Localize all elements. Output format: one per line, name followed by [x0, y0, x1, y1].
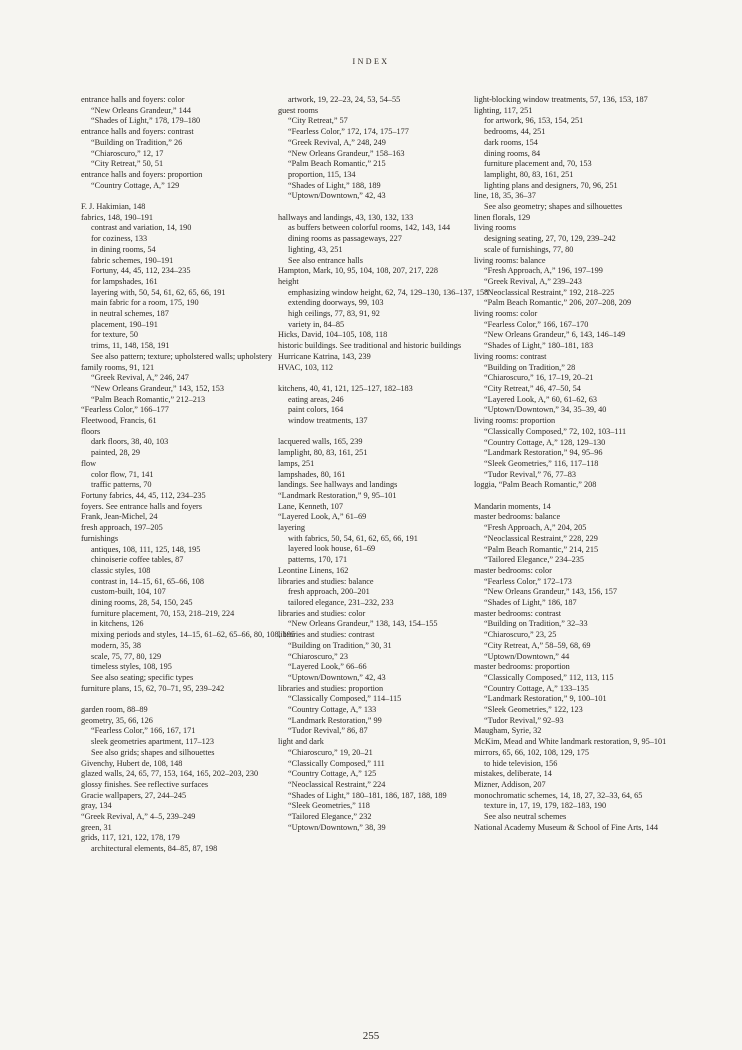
index-entry: entrance halls and foyers: contrast [81, 127, 194, 137]
index-subentry: “Palm Beach Romantic,” 214, 215 [484, 544, 599, 554]
index-subentry: furniture placement and, 70, 153 [484, 159, 592, 169]
index-entry: libraries and studies: proportion [278, 683, 384, 693]
index-entry: Lane, Kenneth, 107 [278, 501, 344, 511]
index-entry: kitchens, 40, 41, 121, 125–127, 182–183 [278, 383, 413, 393]
index-entry: height [278, 276, 299, 286]
index-entry: furnishings [81, 533, 119, 543]
index-subentry: See also neutral schemes [484, 812, 567, 822]
index-subentry: “Sleek Geometries,” 116, 117–118 [484, 458, 599, 468]
index-subentry: fabric schemes, 190–191 [91, 255, 174, 265]
index-subentry: timeless styles, 108, 195 [91, 662, 172, 672]
index-subentry: proportion, 115, 134 [288, 169, 356, 179]
index-entry: historic buildings. See traditional and historic buildings [278, 341, 462, 351]
index-subentry: “Tailored Elegance,” 234–235 [484, 555, 584, 565]
index-subentry: “Layered Look,” 66–66 [288, 662, 367, 672]
index-subentry: See also entrance halls [288, 255, 363, 265]
index-subentry: “New Orleans Grandeur,” 143, 152, 153 [91, 383, 225, 393]
index-entry: linen florals, 129 [474, 212, 531, 222]
running-head: INDEX [352, 57, 390, 66]
index-gap [278, 373, 493, 384]
index-subentry: “Sleek Geometries,” 118 [288, 801, 370, 811]
index-entry: layering [278, 523, 306, 533]
index-entry: Hurricane Katrina, 143, 239 [278, 351, 371, 361]
index-subentry: as buffers between colorful rooms, 142, 143, 144 [288, 223, 451, 233]
index-subentry: dark rooms, 154 [484, 137, 538, 147]
index-entry: living rooms: proportion [474, 416, 556, 426]
index-subentry: “Country Cottage, A,” 133–135 [484, 683, 589, 693]
index-subentry: tailored elegance, 231–232, 233 [288, 598, 394, 607]
index-subentry: painted, 28, 29 [91, 448, 141, 458]
index-entry: libraries and studies: contrast [278, 630, 375, 640]
index-subentry: See also seating; specific types [91, 672, 194, 682]
index-subentry: in kitchens, 126 [91, 619, 144, 629]
index-subentry: mixing periods and styles, 14–15, 61–62, 65–66, 80, 108, 195 [91, 630, 296, 640]
index-entry: living rooms [474, 223, 516, 233]
index-subentry: “Chiaroscuro,” 23, 25 [484, 630, 557, 640]
index-entry: landings. See hallways and landings [278, 480, 398, 490]
index-subentry: in neutral schemes, 187 [91, 309, 169, 319]
index-entry: family rooms, 91, 121 [81, 362, 155, 372]
index-entry: monochromatic schemes, 14, 18, 27, 32–33, 64, 65 [474, 790, 643, 800]
index-subentry: “Fearless Color,” 172, 174, 175–177 [288, 127, 409, 137]
index-subentry: “Building on Tradition,” 28 [484, 362, 576, 372]
index-entry: light and dark [278, 737, 324, 747]
index-entry: floors [81, 426, 101, 436]
index-subentry: See also pattern; texture; upholstered walls; upholstery [91, 351, 272, 361]
index-subentry: “Tudor Revival,” 92–93 [484, 715, 564, 725]
index-subentry: scale, 75, 77, 80, 129 [91, 651, 162, 661]
index-subentry: custom-built, 104, 107 [91, 587, 166, 597]
index-subentry: “Building on Tradition,” 30, 31 [288, 640, 392, 650]
index-subentry: “Shades of Light,” 180–181, 183 [484, 341, 594, 351]
index-subentry: “City Retreat,” 50, 51 [91, 159, 164, 169]
index-subentry: “Fearless Color,” 172–173 [484, 576, 572, 586]
index-entry: “Landmark Restoration,” 9, 95–101 [278, 490, 397, 500]
index-subentry: “New Orleans Grandeur,” 138, 143, 154–155 [288, 619, 438, 629]
index-subentry: “Shades of Light,” 180–181, 186, 187, 188, 189 [288, 790, 447, 800]
index-entry: flow [81, 458, 97, 468]
index-subentry: classic styles, 108 [91, 565, 151, 575]
index-entry: Hicks, David, 104–105, 108, 118 [278, 330, 388, 340]
index-subentry: “City Retreat,” 57 [288, 116, 348, 126]
index-entry: lamplight, 80, 83, 161, 251 [278, 448, 368, 458]
index-subentry: “Fresh Approach, A,” 196, 197–199 [484, 266, 603, 276]
index-subentry: “Chiaroscuro,” 12, 17 [91, 148, 164, 158]
index-subentry: “Palm Beach Romantic,” 206, 207–208, 209 [484, 298, 632, 308]
index-subentry: contrast and variation, 14, 190 [91, 223, 192, 233]
index-subentry: “Country Cottage, A,” 129 [91, 180, 180, 190]
index-subentry: “Shades of Light,” 188, 189 [288, 180, 381, 190]
index-entry: loggia, “Palm Beach Romantic,” 208 [474, 480, 597, 490]
index-subentry: extending doorways, 99, 103 [288, 298, 384, 308]
index-subentry: in dining rooms, 54 [91, 244, 156, 254]
index-subentry: window treatments, 137 [288, 416, 368, 426]
index-entry: “Greek Revival, A,” 4–5, 239–249 [81, 812, 196, 822]
index-subentry: “Building on Tradition,” 26 [91, 137, 183, 147]
index-subentry: placement, 190–191 [91, 319, 158, 329]
index-subentry: texture in, 17, 19, 179, 182–183, 190 [484, 801, 607, 811]
index-entry: glazed walls, 24, 65, 77, 153, 164, 165, 202–203, 230 [81, 769, 259, 779]
index-subentry: “New Orleans Grandeur,” 6, 143, 146–149 [484, 330, 626, 340]
index-subentry: furniture placement, 70, 153, 218–219, 224 [91, 608, 235, 618]
index-entry: “Fearless Color,” 166–177 [81, 405, 169, 415]
index-entry: master bedrooms: color [474, 565, 552, 575]
index-subentry: dining rooms as passageways, 227 [288, 234, 402, 244]
index-entry: guest rooms [278, 105, 319, 115]
index-entry: entrance halls and foyers: proportion [81, 169, 203, 179]
index-entry: fresh approach, 197–205 [81, 523, 163, 533]
index-entry: Gracie wallpapers, 27, 244–245 [81, 790, 187, 800]
index-subentry: “New Orleans Grandeur,” 158–163 [288, 148, 405, 158]
index-entry: Givenchy, Hubert de, 108, 148 [81, 758, 183, 768]
index-subentry: “Fearless Color,” 166, 167–170 [484, 319, 589, 329]
index-entry: lacquered walls, 165, 239 [278, 437, 363, 447]
index-entry: gray, 134 [81, 801, 112, 811]
index-subentry: dining rooms, 84 [484, 148, 541, 158]
index-entry: mistakes, deliberate, 14 [474, 769, 552, 779]
index-subentry: layered look house, 61–69 [288, 544, 376, 554]
index-subentry: “Shades of Light,” 178, 179–180 [91, 116, 201, 126]
index-subentry: “New Orleans Grandeur,” 143, 156, 157 [484, 587, 618, 597]
index-subentry: for coziness, 133 [91, 234, 148, 244]
index-subentry: for texture, 50 [91, 330, 138, 340]
index-entry: master bedrooms: proportion [474, 662, 570, 672]
index-subentry: traffic patterns, 70 [91, 480, 152, 490]
index-subentry: “Country Cottage, A,” 125 [288, 769, 377, 779]
index-subentry: scale of furnishings, 77, 80 [484, 244, 574, 254]
index-entry: HVAC, 103, 112 [278, 362, 334, 372]
index-entry: lighting, 117, 251 [474, 105, 533, 115]
index-subentry: “Classically Composed,” 72, 102, 103–111 [484, 426, 627, 436]
index-entry: mirrors, 65, 66, 102, 108, 129, 175 [474, 747, 590, 757]
index-subentry: chinoiserie coffee tables, 87 [91, 555, 184, 565]
index-subentry: “Uptown/Downtown,” 38, 39 [288, 822, 386, 832]
index-subentry: “Classically Composed,” 114–115 [288, 694, 402, 704]
index-entry: Fortuny fabrics, 44, 45, 112, 234–235 [81, 491, 206, 500]
index-subentry: “Landmark Restoration,” 99 [288, 715, 382, 725]
index-entry: light-blocking window treatments, 57, 136, 153, 187 [474, 95, 648, 104]
index-subentry: “Uptown/Downtown,” 42, 43 [288, 191, 386, 201]
index-subentry: “Country Cottage, A,” 128, 129–130 [484, 437, 606, 447]
index-gap [81, 694, 296, 705]
index-subentry: “City Retreat, A,” 58–59, 68, 69 [484, 640, 591, 650]
index-entry: Mizner, Addison, 207 [474, 779, 546, 789]
index-subentry: “Uptown/Downtown,” 42, 43 [288, 672, 386, 682]
index-subentry: “Sleek Geometries,” 122, 123 [484, 705, 583, 715]
index-subentry: lighting, 43, 251 [288, 244, 343, 254]
index-subentry: contrast in, 14–15, 61, 65–66, 108 [91, 576, 204, 586]
index-subentry: patterns, 170, 171 [288, 555, 348, 565]
page-number: 255 [362, 1030, 380, 1042]
index-subentry: “Palm Beach Romantic,” 212–213 [91, 394, 206, 404]
index-entry: Frank, Jean-Michel, 24 [81, 512, 158, 522]
index-entry: McKim, Mead and White landmark restoration, 9, 95–101 [474, 737, 667, 747]
index-entry: green, 31 [81, 822, 112, 832]
index-subentry: “Uptown/Downtown,” 34, 35–39, 40 [484, 405, 607, 415]
index-subentry: “Fearless Color,” 166, 167, 171 [91, 726, 196, 736]
index-subentry: with fabrics, 50, 54, 61, 62, 65, 66, 191 [288, 533, 418, 543]
index-subentry: lighting plans and designers, 70, 96, 251 [484, 180, 618, 190]
index-subentry: “Neoclassical Restraint,” 192, 218–225 [484, 287, 615, 297]
index-subentry: “Greek Revival, A,” 248, 249 [288, 137, 386, 147]
index-subentry: architectural elements, 84–85, 87, 198 [91, 844, 218, 854]
index-entry: libraries and studies: balance [278, 576, 374, 586]
index-subentry: “Palm Beach Romantic,” 215 [288, 159, 386, 169]
index-subentry: “Building on Tradition,” 32–33 [484, 619, 588, 629]
index-subentry: antiques, 108, 111, 125, 148, 195 [91, 544, 201, 554]
index-entry: living rooms: color [474, 309, 538, 319]
index-entry: line, 18, 35, 36–37 [474, 191, 536, 201]
index-subentry: “Country Cottage, A,” 133 [288, 705, 377, 715]
index-subentry: designing seating, 27, 70, 129, 239–242 [484, 234, 616, 244]
index-entry: National Academy Museum & School of Fine Arts, 144 [474, 822, 659, 832]
index-gap [81, 191, 296, 202]
index-subentry: “Neoclassical Restraint,” 224 [288, 779, 386, 789]
index-subentry: fresh approach, 200–201 [288, 587, 370, 597]
index-entry: Maugham, Syrie, 32 [474, 726, 542, 736]
index-subentry: “Landmark Restoration,” 9, 100–101 [484, 694, 607, 704]
index-entry: Hampton, Mark, 10, 95, 104, 108, 207, 217, 228 [278, 266, 438, 276]
index-subentry: “Classically Composed,” 112, 113, 115 [484, 672, 614, 682]
index-subentry: dining rooms, 28, 54, 150, 245 [91, 598, 193, 608]
index-subentry: “Chiaroscuro,” 19, 20–21 [288, 747, 373, 757]
index-gap [278, 202, 493, 213]
index-column-3 [474, 95, 689, 834]
index-entry: lampshades, 80, 161 [278, 469, 346, 479]
index-subentry: “Landmark Restoration,” 94, 95–96 [484, 448, 603, 458]
index-subentry: layering with, 50, 54, 61, 62, 65, 66, 191 [91, 287, 226, 297]
index-subentry: lamplight, 80, 83, 161, 251 [484, 169, 574, 179]
index-entry: entrance halls and foyers: color [81, 95, 185, 104]
index-subentry: “Tudor Revival,” 86, 87 [288, 726, 368, 736]
index-subentry: “Shades of Light,” 186, 187 [484, 598, 577, 608]
index-entry: lamps, 251 [278, 458, 315, 468]
index-entry: master bedrooms: contrast [474, 608, 562, 618]
index-subentry: “Uptown/Downtown,” 44 [484, 651, 570, 661]
index-subentry: “Classically Composed,” 111 [288, 758, 385, 768]
index-subentry: “Tudor Revival,” 76, 77–83 [484, 469, 577, 479]
index-entry: furniture plans, 15, 62, 70–71, 95, 239–242 [81, 683, 225, 693]
index-subentry: for lampshades, 161 [91, 276, 158, 286]
index-entry: living rooms: contrast [474, 351, 547, 361]
index-subentry: bedrooms, 44, 251 [484, 127, 546, 137]
index-gap [474, 491, 689, 502]
index-subentry: “Neoclassical Restraint,” 228, 229 [484, 533, 598, 543]
index-subentry: variety in, 84–85 [288, 319, 345, 329]
index-entry: F. J. Hakimian, 148 [81, 202, 146, 212]
index-entry: living rooms: balance [474, 255, 546, 265]
index-gap [278, 427, 493, 438]
index-subentry: sleek geometries apartment, 117–123 [91, 737, 214, 747]
index-subentry: to hide television, 156 [484, 758, 558, 768]
index-subentry: “Greek Revival, A,” 239–243 [484, 276, 582, 286]
index-entry: foyers. See entrance halls and foyers [81, 501, 202, 511]
index-subentry: “Tailored Elegance,” 232 [288, 812, 372, 822]
index-entry: glossy finishes. See reflective surfaces [81, 779, 209, 789]
index-subentry: “Chiaroscuro,” 16, 17–19, 20–21 [484, 373, 594, 383]
index-entry: hallways and landings, 43, 130, 132, 133 [278, 212, 414, 222]
index-column-2 [278, 95, 493, 833]
index-entry: Leontine Linens, 162 [278, 565, 349, 575]
index-subentry: “Chiaroscuro,” 23 [288, 651, 349, 661]
index-column-1 [81, 95, 296, 855]
index-subentry: dark floors, 38, 40, 103 [91, 437, 169, 447]
index-entry: geometry, 35, 66, 126 [81, 715, 153, 725]
index-subentry: artwork, 19, 22–23, 24, 53, 54–55 [288, 95, 401, 104]
index-subentry: for artwork, 96, 153, 154, 251 [484, 116, 584, 126]
index-entry: Fleetwood, Francis, 61 [81, 416, 157, 426]
index-entry: libraries and studies: color [278, 608, 366, 618]
index-subentry: paint colors, 164 [288, 405, 344, 415]
index-subentry: See also grids; shapes and silhouettes [91, 747, 215, 757]
index-subentry: “New Orleans Grandeur,” 144 [91, 105, 192, 115]
index-entry: master bedrooms: balance [474, 512, 561, 522]
index-subentry: high ceilings, 77, 83, 91, 92 [288, 309, 380, 319]
index-entry: fabrics, 148, 190–191 [81, 212, 153, 222]
index-entry: grids, 117, 121, 122, 178, 179 [81, 833, 180, 843]
index-subentry: modern, 35, 38 [91, 640, 141, 650]
index-subentry: color flow, 71, 141 [91, 469, 154, 479]
index-subentry: eating areas, 246 [288, 394, 344, 404]
index-entry: Mandarin moments, 14 [474, 501, 551, 511]
index-subentry: main fabric for a room, 175, 190 [91, 298, 199, 308]
index-subentry: trims, 11, 148, 158, 191 [91, 341, 170, 351]
index-subentry: “Greek Revival, A,” 246, 247 [91, 373, 189, 383]
index-subentry: “Layered Look, A,” 60, 61–62, 63 [484, 394, 597, 404]
index-subentry: “Fresh Approach, A,” 204, 205 [484, 523, 587, 533]
index-subentry: emphasizing window height, 62, 74, 129–130, 136–137, 158 [288, 287, 489, 297]
index-subentry: “City Retreat,” 46, 47–50, 54 [484, 383, 581, 393]
index-subentry: See also geometry; shapes and silhouettes [484, 202, 623, 212]
index-entry: “Layered Look, A,” 61–69 [278, 512, 367, 522]
index-subentry: Fortuny, 44, 45, 112, 234–235 [91, 266, 191, 276]
index-entry: garden room, 88–89 [81, 705, 148, 715]
